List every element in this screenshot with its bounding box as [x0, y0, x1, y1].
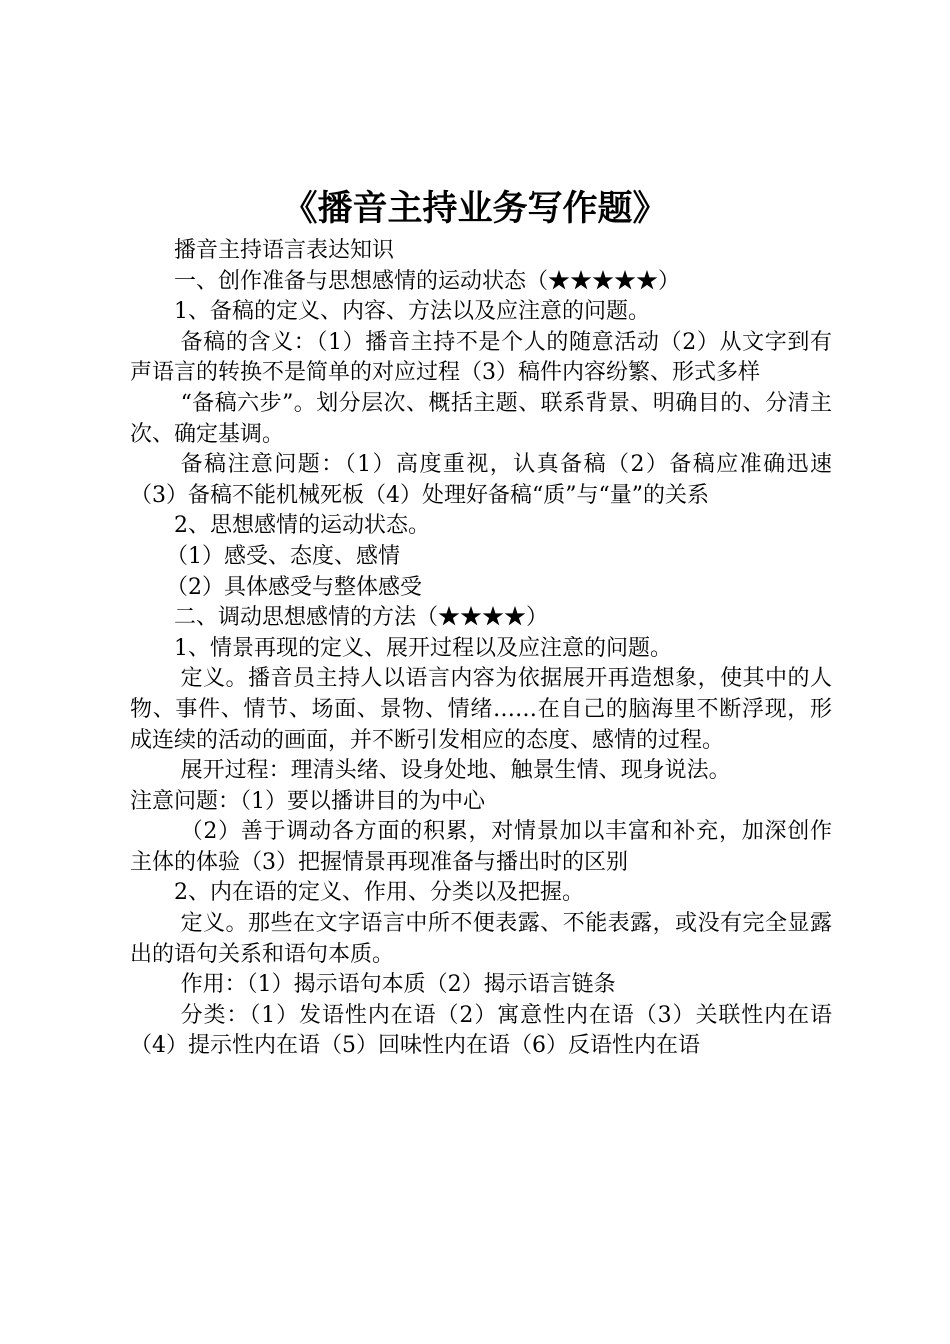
- paragraph-item-2: 2、内在语的定义、作用、分类以及把握。: [174, 880, 584, 906]
- document-body: [130, 236, 832, 1062]
- paragraph-text: “备稿六步”。划分层次、概括主题、联系背景、明确目的、分清主次、确定基调。: [130, 390, 832, 447]
- paragraph-text: 备稿的含义：（1）播音主持不是个人的随意活动（2）从文字到有声语言的转换不是简单的对应过程（3）稿件内容纷繁、形式多样: [130, 329, 832, 386]
- paragraph-heading-1: 一、创作准备与思想感情的运动状态（★★★★★）: [174, 268, 681, 294]
- paragraph-subitem: （1）感受、态度、感情: [166, 543, 400, 569]
- paragraph-text: 定义。播音员主持人以语言内容为依据展开再造想象，使其中的人物、事件、情节、场面、景物、情绪……在自己的脑海里不断浮现，形成连续的活动的画面，并不断引发相应的态度、感情的过程。: [130, 666, 832, 753]
- paragraph-heading-2: 二、调动思想感情的方法（★★★★）: [174, 605, 549, 631]
- paragraph-subitem: （2）具体感受与整体感受: [166, 574, 422, 600]
- paragraph-item-1: 1、备稿的定义、内容、方法以及应注意的问题。: [174, 299, 650, 325]
- paragraph-section-heading: 播音主持语言表达知识: [174, 238, 395, 263]
- paragraph-item-2: 2、思想感情的运动状态。: [174, 513, 430, 539]
- paragraph-text: 备稿注意问题：（1）高度重视，认真备稿（2）备稿应准确迅速（3）备稿不能机械死板（4）处理好备稿“质”与“量”的关系: [130, 452, 832, 508]
- paragraph-text: （2）善于调动各方面的积累，对情景加以丰富和补充，加深创作主体的体验（3）把握情景再现准备与播出时的区别: [130, 819, 832, 875]
- paragraph-text: 分类：（1）发语性内在语（2）寓意性内在语（3）关联性内在语（4）提示性内在语（5）回味性内在语（6）反语性内在语: [130, 1002, 832, 1059]
- paragraph-text: 定义。那些在文字语言中所不便表露、不能表露，或没有完全显露出的语句关系和语句本质。: [130, 911, 832, 967]
- paragraph-item-1: 1、情景再现的定义、展开过程以及应注意的问题。: [174, 635, 672, 661]
- document-title: 《播音主持业务写作题》: [282, 188, 668, 229]
- paragraph-text: 注意问题：（1）要以播讲目的为中心: [130, 788, 485, 814]
- paragraph-text: 作用：（1）揭示语句本质（2）揭示语言链条: [180, 972, 616, 998]
- paragraph-text: 展开过程：理清头绪、设身处地、触景生情、现身说法。: [180, 758, 731, 784]
